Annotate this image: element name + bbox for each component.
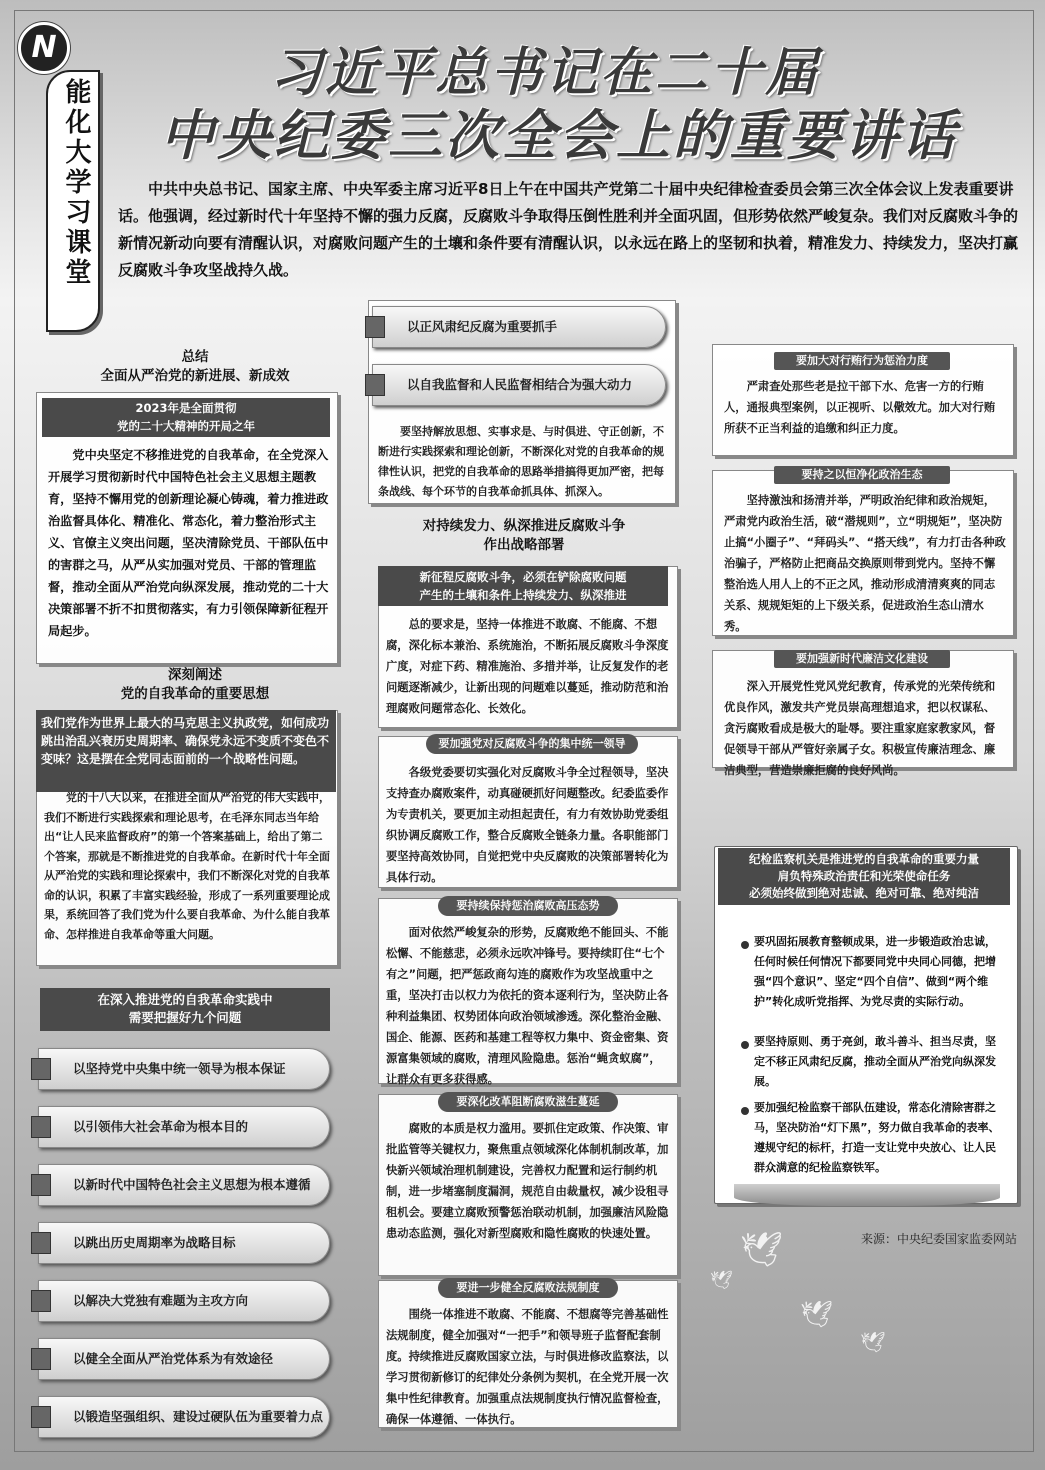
nine-item-label: 以坚持党中央集中统一领导为根本保证 <box>73 1061 286 1076</box>
book-title-line1: 纪检监察机关是推进党的自我革命的重要力量 <box>749 852 979 866</box>
book-title-line2: 肩负特殊政治责任和光荣使命任务 <box>777 869 951 883</box>
bullet-dot-icon <box>741 1107 749 1115</box>
bullet-square-icon <box>31 1116 51 1138</box>
page-title-line1: 习近平总书记在二十届 <box>270 43 821 103</box>
column-name: 能化大学习课堂 <box>61 78 91 288</box>
nine-item-label: 以自我监督和人民监督相结合为强大动力 <box>407 377 633 392</box>
bullet-dot-icon <box>741 1041 749 1049</box>
page-title-line2: 中央纪委三次全会上的重要讲话 <box>160 104 958 167</box>
nine-item <box>38 1222 330 1264</box>
bullet-square-icon <box>365 316 385 338</box>
year-title-line1: 2023年是全面贯彻 <box>135 401 237 415</box>
right-card-body: 深入开展党性党风党纪教育，传承党的光荣传统和优良作风，激发共产党员崇高理想追求，把以权谋私、贪污腐败看成是极大的耻辱。要注重家庭家教家风，督促领导干部从严管好亲属子女。积极宣传廉洁理念、廉洁典型，营造崇廉拒腐的良好风尚。 <box>724 680 996 777</box>
bullet-square-icon <box>31 1232 51 1254</box>
year-body: 党中央坚定不移推进党的自我革命，在全党深入开展学习贯彻新时代中国特色社会主义思想主题教育，坚持不懈用党的创新理论凝心铸魂，着力推进政治监督具体化、精准化、常态化，着力整治形式主义、官僚主义突出问题，坚决清除党员、干部队伍中的害群之马，从严从实加强对党员、干部的管理监督，推动全面从严治党向纵深发展，推动党的二十大决策部署不折不扣贯彻落实，有力引领保障新征程开局起步。 <box>48 448 329 638</box>
right-card-title: 要加大对行贿行为惩治力度 <box>774 352 950 370</box>
nine-item <box>38 1280 330 1322</box>
nine-item <box>38 1164 330 1206</box>
bullet-square-icon <box>31 1348 51 1370</box>
summary-title: 总结 <box>181 349 209 365</box>
right-card-title: 要持之以恒净化政治生态 <box>774 466 950 484</box>
nine-item <box>372 306 666 348</box>
bullet-square-icon <box>31 1058 51 1080</box>
company-logo-mark: N <box>31 30 57 65</box>
section-title: 要加强党对反腐败斗争的集中统一领导 <box>426 734 638 754</box>
bullet-square-icon <box>31 1174 51 1196</box>
source-credit: 来源：中央纪委国家监委网站 <box>860 1232 1017 1246</box>
summary-subtitle: 全面从严治党的新进展、新成效 <box>100 368 290 384</box>
section-body: 围绕一体推进不敢腐、不能腐、不想腐等完善基础性法规制度，健全加强对“一把手”和领导班子监督配套制度。持续推进反腐败国家立法，与时俱进修改监察法，以学习贯彻新修订的纪律处分条例为契机，在全党开展一次集中性纪律教育。加强重点法规制度执行情况监督检查，确保一体遵循、一体执行。 <box>386 1308 669 1426</box>
book-item: 要巩固拓展教育整顿成果，进一步锻造政治忠诚，任何时候任何情况下都要同党中央同心同德，把增强“四个意识”、坚定“四个自信”、做到“两个维护”转化成听党指挥、为党尽责的实际行动。 <box>754 935 996 1008</box>
deploy-title-line2: 作出战略部署 <box>483 537 565 553</box>
nine-item <box>38 1396 330 1438</box>
section-body: 各级党委要切实强化对反腐败斗争全过程领导，坚决支持查办腐败案件，动真碰硬抓好问题整改。纪委监委作为专责机关，要更加主动担起责任，有力有效协助党委组织协调反腐败工作，整合反腐败全链条力量。各职能部门要坚持高效协同，自觉把党中央反腐败的决策部署转化为具体行动。 <box>386 766 669 884</box>
section-title: 要深化改革阻断腐败滋生蔓延 <box>438 1092 618 1112</box>
section-body: 腐败的本质是权力滥用。要抓住定政策、作决策、审批监管等关键权力，聚焦重点领域深化体制机制改革，加快新兴领域治理机制建设，完善权力配置和运行制约机制，进一步堵塞制度漏洞，规范自由裁量权，减少设租寻租机会。要建立腐败预警惩治联动机制，加强廉洁风险隐患动态监测，强化对新型腐败和隐性腐败的快速处置。 <box>386 1122 669 1240</box>
book-title-line3: 必须始终做到绝对忠诚、绝对可靠、绝对纯洁 <box>749 886 979 900</box>
newjourney-title-line1: 新征程反腐败斗争，必须在铲除腐败问题 <box>419 570 627 584</box>
nine-item-label: 以正风肃纪反腐为重要抓手 <box>407 319 558 334</box>
dove-icon: 🕊 <box>800 1300 834 1330</box>
nine-item-label: 以引领伟大社会革命为根本目的 <box>73 1119 249 1134</box>
deep-title: 深刻阐述 <box>168 667 222 683</box>
year-card-header <box>42 398 330 437</box>
middle-top-body: 要坚持解放思想、实事求是、与时俱进、守正创新，不断进行实践探索和理论创新，不断深化对党的自我革命的规律性认识，把党的自我革命的思路举措搞得更加严密，把每条战线、每个环节的自我革命抓具体、抓深入。 <box>378 425 664 498</box>
newjourney-header <box>378 566 668 606</box>
nine-item <box>372 364 666 406</box>
book-item: 要加强纪检监察干部队伍建设，常态化清除害群之马，坚决防治“灯下黑”，努力做自我革命的表率、遵规守纪的标杆，打造一支让党中央放心、让人民群众满意的纪检监察铁军。 <box>754 1101 1000 1174</box>
deep-subtitle: 党的自我革命的重要思想 <box>120 686 270 702</box>
nine-item-label: 以新时代中国特色社会主义思想为根本遵循 <box>73 1177 311 1192</box>
book-item: 要坚持原则、勇于亮剑，敢斗善斗、担当尽责，坚定不移正风肃纪反腐，推动全面从严治党向纵深发展。 <box>754 1035 996 1088</box>
deploy-title-line1: 对持续发力、纵深推进反腐败斗争 <box>422 518 626 534</box>
bullet-dot-icon <box>741 941 749 949</box>
nine-item <box>38 1106 330 1148</box>
book-header <box>718 848 1010 905</box>
section-title: 要持续保持惩治腐败高压态势 <box>438 896 618 916</box>
bullet-square-icon <box>365 374 385 396</box>
newjourney-title-line2: 产生的土壤和条件上持续发力、纵深推进 <box>419 588 627 602</box>
book-pages-decoration <box>734 1184 1000 1206</box>
nine-title-line2: 需要把握好九个问题 <box>128 1010 242 1025</box>
nine-title-line1: 在深入推进党的自我革命实践中 <box>97 992 273 1007</box>
nine-item-label: 以锻造坚强组织、建设过硬队伍为重要着力点 <box>73 1409 324 1424</box>
dove-icon: 🕊 <box>860 1330 886 1354</box>
newjourney-body: 总的要求是，坚持一体推进不敢腐、不能腐、不想腐，深化标本兼治、系统施治，不断拓展反腐败斗争深度广度，对症下药、精准施治、多措并举，让反复发作的老问题逐渐减少，让新出现的问题难以蔓延，推动防范和治理腐败问题常态化、长效化。 <box>386 618 669 715</box>
section-title: 要进一步健全反腐败法规制度 <box>438 1278 618 1298</box>
nine-item-label: 以健全全面从严治党体系为有效途径 <box>73 1351 274 1366</box>
lead-paragraph: 中共中央总书记、国家主席、中央军委主席习近平8日上午在中国共产党第二十届中央纪律检查委员会第三次全体会议上发表重要讲话。他强调，经过新时代十年坚持不懈的强力反腐，反腐败斗争取得压倒性胜利并全面巩固，但形势依然严峻复杂。我们对反腐败斗争的新情况新动向要有清醒认识，对腐败问题产生的土壤和条件要有清醒认识，以永远在路上的坚韧和执着，精准发力、持续发力，坚决打赢反腐败斗争攻坚战持久战。 <box>118 180 1019 279</box>
nine-questions-header <box>40 988 330 1031</box>
right-card-body: 坚持激浊和扬清并举，严明政治纪律和政治规矩，严肃党内政治生活，破“潜规则”，立“明规矩”，坚决防止搞“小圈子”、“拜码头”、“搭天线”，有力打击各种政治骗子，严格防止把商品交换原则带到党内。坚持不懈整治选人用人上的不正之风，推动形成清清爽爽的同志关系、规规矩矩的上下级关系，促进政治生态山清水秀。 <box>724 494 1006 633</box>
nine-item-label: 以解决大党独有难题为主攻方向 <box>73 1293 249 1308</box>
section-body: 面对依然严峻复杂的形势，反腐败绝不能回头、不能松懈、不能慈悲，必须永远吹冲锋号。要持续盯住“七个有之”问题，把严惩政商勾连的腐败作为攻坚战重中之重，坚决打击以权力为依托的资本逐利行为，坚决防止各种利益集团、权势团体向政治领域渗透。深化整治金融、国企、能源、医药和基建工程等权力集中、资金密集、资源富集领域的腐败，清理风险隐患。惩治“蝇贪蚁腐”，让群众有更多获得感。 <box>386 926 669 1086</box>
year-title-line2: 党的二十大精神的开局之年 <box>117 419 255 433</box>
dove-icon: 🕊 <box>710 1270 733 1291</box>
right-card-title: 要加强新时代廉洁文化建设 <box>774 650 950 668</box>
dove-icon: 🕊 <box>740 1230 784 1270</box>
bullet-square-icon <box>31 1290 51 1312</box>
nine-item <box>38 1338 330 1380</box>
deep-body: 党的十八大以来，在推进全面从严治党的伟大实践中，我们不断进行实践探索和理论思考，在毛泽东同志当年给出“让人民来监督政府”的第一个答案基础上，给出了第二个答案，那就是不断推进党的自我革命。在新时代十年全面从严治党的实践和理论探索中，我们不断深化对党的自我革命的认识，积累了丰富实践经验，形成了一系列重要理论成果，系统回答了我们党为什么要自我革命、为什么能自我革命、怎样推进自我革命等重大问题。 <box>44 791 330 941</box>
right-card-body: 严肃查处那些老是拉干部下水、危害一方的行贿人，通报典型案例，以正视听、以儆效尤。加大对行贿所获不正当利益的追缴和纠正力度。 <box>724 380 996 435</box>
nine-item <box>38 1048 330 1090</box>
bullet-square-icon <box>31 1406 51 1428</box>
question-block: 我们党作为世界上最大的马克思主义执政党，如何成功跳出治乱兴衰历史周期率、确保党永远不变质不变色不变味？这是摆在全党同志面前的一个战略性问题。 <box>36 710 336 792</box>
nine-item-label: 以跳出历史周期率为战略目标 <box>73 1235 236 1250</box>
